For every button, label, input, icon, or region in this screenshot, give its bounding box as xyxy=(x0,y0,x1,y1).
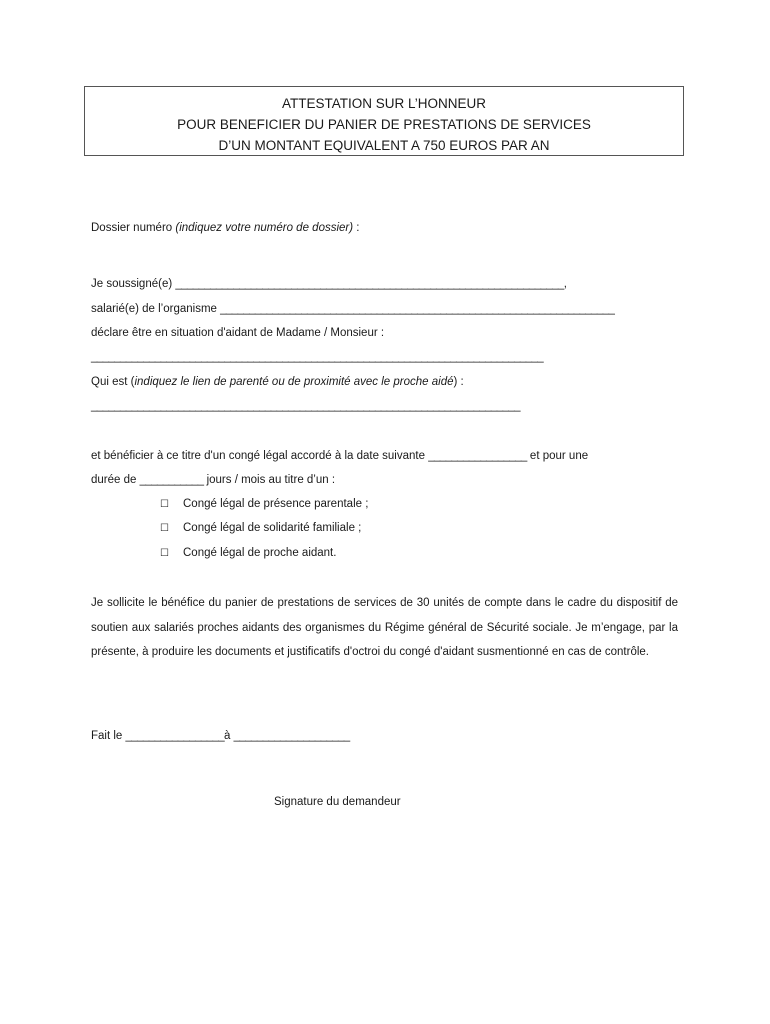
lien-field[interactable]: __________________________________________________________________________ xyxy=(91,400,520,412)
checkbox-icon[interactable]: ☐ xyxy=(160,548,169,559)
fait-place-field[interactable]: ____________________ xyxy=(233,730,350,742)
title-box xyxy=(84,86,684,156)
lien-line xyxy=(91,376,464,388)
option-label: Congé légal de proche aidant. xyxy=(183,547,337,559)
duree-suffix: jours / mois au titre d’un : xyxy=(203,474,336,486)
option-solidarite-familiale[interactable] xyxy=(160,522,361,534)
title-line-1: ATTESTATION SUR L’HONNEUR xyxy=(281,96,487,111)
fait-a-label: à xyxy=(224,730,234,742)
lien-hint: indiquez le lien de parenté ou de proximité avec le proche aidé xyxy=(134,376,454,388)
title-line-2: POUR BENEFICIER DU PANIER DE PRESTATIONS DE SERVICES xyxy=(177,117,591,132)
conge-line-1 xyxy=(91,450,588,462)
dossier-hint: (indiquez votre numéro de dossier) xyxy=(175,222,354,234)
conge-line-2 xyxy=(91,474,335,486)
checkbox-icon[interactable]: ☐ xyxy=(160,523,169,534)
organisme-field[interactable]: ____________________________________________________________________ xyxy=(220,303,615,315)
lien-blank-line xyxy=(91,400,520,412)
organisme-line xyxy=(91,303,614,315)
conge-line-1-suffix: et pour une xyxy=(526,450,589,462)
checkbox-icon[interactable]: ☐ xyxy=(160,499,169,510)
option-label: Congé légal de solidarité familiale ; xyxy=(183,522,362,534)
title-line-3: D’UN MONTANT EQUIVALENT A 750 EUROS PAR AN xyxy=(218,138,550,153)
signature-label: Signature du demandeur xyxy=(274,796,401,808)
soussigne-field[interactable]: ___________________________________________________________________, xyxy=(175,278,567,290)
lien-label: Qui est ( xyxy=(91,376,135,388)
duree-field[interactable]: ___________ xyxy=(139,474,204,486)
conge-date-field[interactable]: _________________ xyxy=(428,450,527,462)
conge-date-label: et bénéficier à ce titre d'un congé légal accordé à la date suivante xyxy=(91,450,429,462)
dossier-suffix: : xyxy=(353,222,360,234)
soussigne-label: Je soussigné(e) xyxy=(91,278,176,290)
option-label: Congé légal de présence parentale ; xyxy=(183,498,369,510)
aidant-line xyxy=(91,327,384,339)
option-presence-parentale[interactable] xyxy=(160,498,368,510)
engagement-paragraph: Je sollicite le bénéfice du panier de prestations de services de 30 unités de compte dans le cadre du dispositif de soutien aux salariés proches aidants des organismes du Régime général de Sécurité sociale. Je m’engage, par la présente, à produire les documents et justificatifs d'octroi du congé d'aidant susmentionné en cas de contrôle. xyxy=(91,597,678,658)
duree-label: durée de xyxy=(91,474,140,486)
organisme-label: salarié(e) de l’organisme xyxy=(91,303,221,315)
aidant-label: déclare être en situation d'aidant de Madame / Monsieur : xyxy=(91,327,385,339)
fait-date-field[interactable]: _________________ xyxy=(125,730,225,742)
lien-suffix: ) : xyxy=(453,376,464,388)
soussigne-line xyxy=(91,278,566,290)
fait-label: Fait le xyxy=(91,730,126,742)
option-proche-aidant[interactable] xyxy=(160,547,336,559)
fait-line xyxy=(91,730,350,742)
aidant-blank-line xyxy=(91,351,543,363)
dossier-line xyxy=(91,222,359,234)
aidant-field[interactable]: ______________________________________________________________________________ xyxy=(91,351,544,363)
dossier-label: Dossier numéro xyxy=(91,222,176,234)
